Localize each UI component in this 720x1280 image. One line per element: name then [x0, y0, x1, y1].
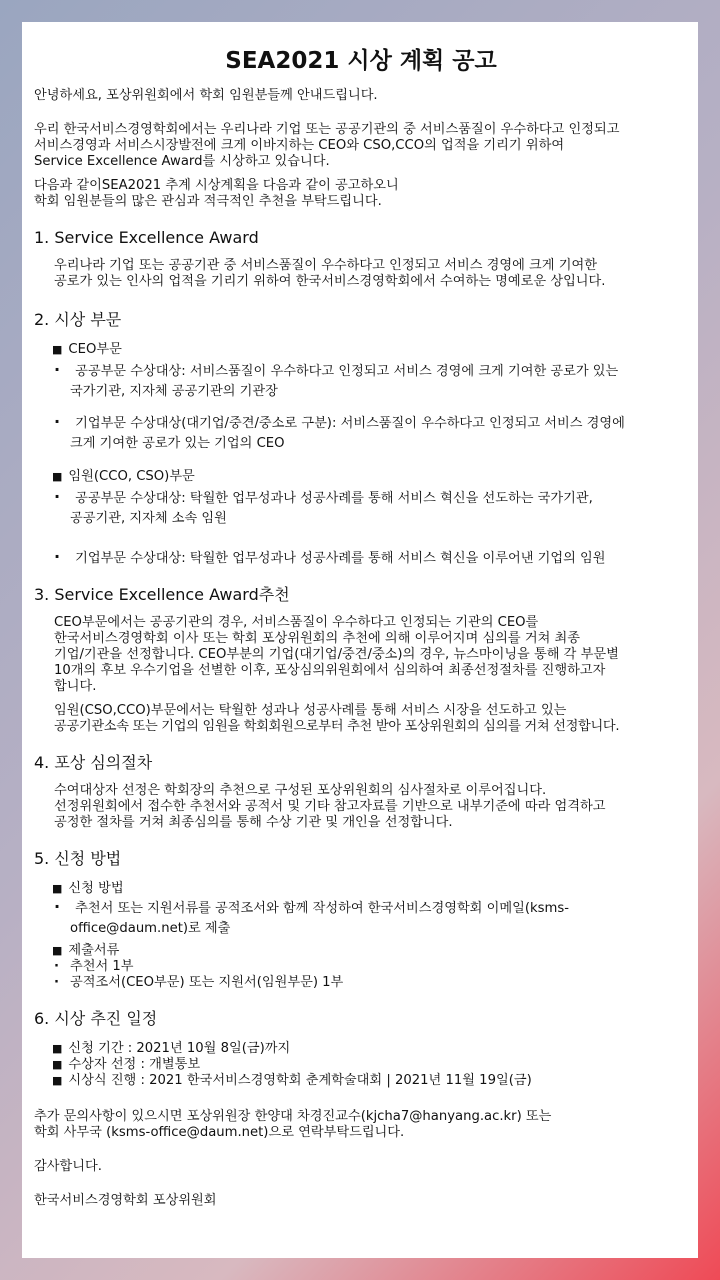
- section-3-line: 임원(CSO,CCO)부문에서는 탁월한 성과나 성공사례를 통해 서비스 시장을 선도하고 있는: [54, 703, 567, 718]
- ceo-category-label: ■ CEO부문: [34, 342, 688, 358]
- intro-line: Service Excellence Award를 시상하고 있습니다.: [34, 154, 330, 169]
- schedule-item: ■ 수상자 선정 : 개별통보: [34, 1057, 688, 1073]
- intro2-line: 다음과 같이SEA2021 추계 시상계획을 다음과 같이 공고하오니: [34, 178, 399, 193]
- section-3-paragraph-2: [34, 703, 688, 735]
- section-3-line: 10개의 후보 우수기업을 선별한 이후, 포상심의위원회에서 심의하여 최종선정절차를 진행하고자: [54, 663, 606, 678]
- section-1-body: [34, 258, 688, 290]
- section-1-heading: 1. Service Excellence Award: [34, 228, 259, 247]
- schedule-list: [34, 1041, 688, 1089]
- section-3-paragraph-1: [34, 615, 688, 695]
- application-method-label: ■ 신청 방법: [34, 881, 688, 897]
- section-3-line: 한국서비스경영학회 이사 또는 학회 포상위원회의 추천에 의해 이루어지며 심의를 거쳐 최종: [54, 631, 581, 646]
- intro-paragraph: [34, 122, 688, 170]
- section-3-heading: 3. Service Excellence Award추천: [34, 585, 290, 604]
- section-4-line: 공정한 절차를 거쳐 최종심의를 통해 수상 기관 및 개인을 선정합니다.: [54, 815, 453, 830]
- intro-line: 우리 한국서비스경영학회에서는 우리나라 기업 또는 공공기관의 중 서비스품질이 우수하다고 인정되고: [34, 122, 620, 137]
- exec-bullet-public: · 공공부문 수상대상: 탁월한 업무성과나 성공사례를 통해 서비스 혁신을 선도하는 국가기관, 공공기관, 지자체 소속 임원: [34, 487, 688, 527]
- schedule-item: ■ 시상식 진행 : 2021 한국서비스경영학회 춘계학술대회 | 2021년 11월 19일(금): [34, 1073, 688, 1089]
- exec-bullet-corporate: · 기업부문 수상대상: 탁월한 업무성과나 성공사례를 통해 서비스 혁신을 이루어낸 기업의 임원: [34, 547, 688, 567]
- contact-line: 학회 사무국 (ksms-office@daum.net)으로 연락부탁드립니다.: [34, 1125, 405, 1140]
- section-4-heading: 4. 포상 심의절차: [34, 753, 153, 772]
- announcement-sheet: [22, 22, 698, 1258]
- section-6-heading: 6. 시상 추진 일정: [34, 1009, 158, 1028]
- section-1-line: 우리나라 기업 또는 공공기관 중 서비스품질이 우수하다고 인정되고 서비스 경영에 크게 기여한: [54, 258, 597, 273]
- section-4-line: 선정위원회에서 접수한 추천서와 공적서 및 기타 참고자료를 기반으로 내부기준에 따라 엄격하고: [54, 799, 606, 814]
- intro-line: 서비스경영과 서비스시장발전에 크게 이바지하는 CEO와 CSO,CCO의 업적을 기리기 위하여: [34, 138, 565, 153]
- section-3-line: CEO부문에서는 공공기관의 경우, 서비스품질이 우수하다고 인정되는 기관의 CEO를: [54, 615, 539, 630]
- section-5-heading: 5. 신청 방법: [34, 849, 122, 868]
- section-3-line: 합니다.: [54, 679, 97, 694]
- application-method-bullet: · 추천서 또는 지원서류를 공적조서와 함께 작성하여 한국서비스경영학회 이메일(ksms- office@daum.net)로 제출: [34, 897, 688, 937]
- section-3-line: 기업/기관을 선정합니다. CEO부분의 기업(대기업/중견/중소)의 경우, 뉴스마이닝을 통해 각 부문별: [54, 647, 619, 662]
- signature: 한국서비스경영학회 포상위원회: [34, 1193, 217, 1208]
- documents-bullet: · 공적조서(CEO부문) 또는 지원서(임원부문) 1부: [34, 975, 688, 991]
- intro2-line: 학회 임원분들의 많은 관심과 적극적인 추천을 부탁드립니다.: [34, 194, 382, 209]
- thanks-text: 감사합니다.: [34, 1159, 102, 1174]
- section-1-line: 공로가 있는 인사의 업적을 기리기 위하여 한국서비스경영학회에서 수여하는 명예로운 상입니다.: [54, 274, 606, 289]
- section-2-heading: 2. 시상 부문: [34, 310, 122, 329]
- section-4-body: [34, 783, 688, 831]
- exec-category-label: ■ 임원(CCO, CSO)부문: [34, 469, 688, 485]
- contact-paragraph: [34, 1109, 688, 1141]
- ceo-bullet-corporate: · 기업부문 수상대상(대기업/중견/중소로 구분): 서비스품질이 우수하다고 인정되고 서비스 경영에 크게 기여한 공로가 있는 기업의 CEO: [34, 412, 688, 452]
- section-4-line: 수여대상자 선정은 학회장의 추천으로 구성된 포상위원회의 심사절차로 이루어집니다.: [54, 783, 547, 798]
- contact-line: 추가 문의사항이 있으시면 포상위원장 한양대 차경진교수(kjcha7@hanyang.ac.kr) 또는: [34, 1109, 552, 1124]
- documents-bullet: · 추천서 1부: [34, 959, 688, 975]
- documents-label: ■ 제출서류: [34, 943, 688, 959]
- intro-paragraph-2: [34, 178, 688, 210]
- schedule-item: ■ 신청 기간 : 2021년 10월 8일(금)까지: [34, 1041, 688, 1057]
- page-title: SEA2021 시상 계획 공고: [225, 48, 497, 74]
- ceo-bullet-public: · 공공부문 수상대상: 서비스품질이 우수하다고 인정되고 서비스 경영에 크게 기여한 공로가 있는 국가기관, 지자체 공공기관의 기관장: [34, 360, 688, 400]
- greeting: 안녕하세요, 포상위원회에서 학회 임원분들께 안내드립니다.: [34, 88, 378, 103]
- section-3-line: 공공기관소속 또는 기업의 임원을 학회회원으로부터 추천 받아 포상위원회의 심의를 거쳐 선정합니다.: [54, 719, 620, 734]
